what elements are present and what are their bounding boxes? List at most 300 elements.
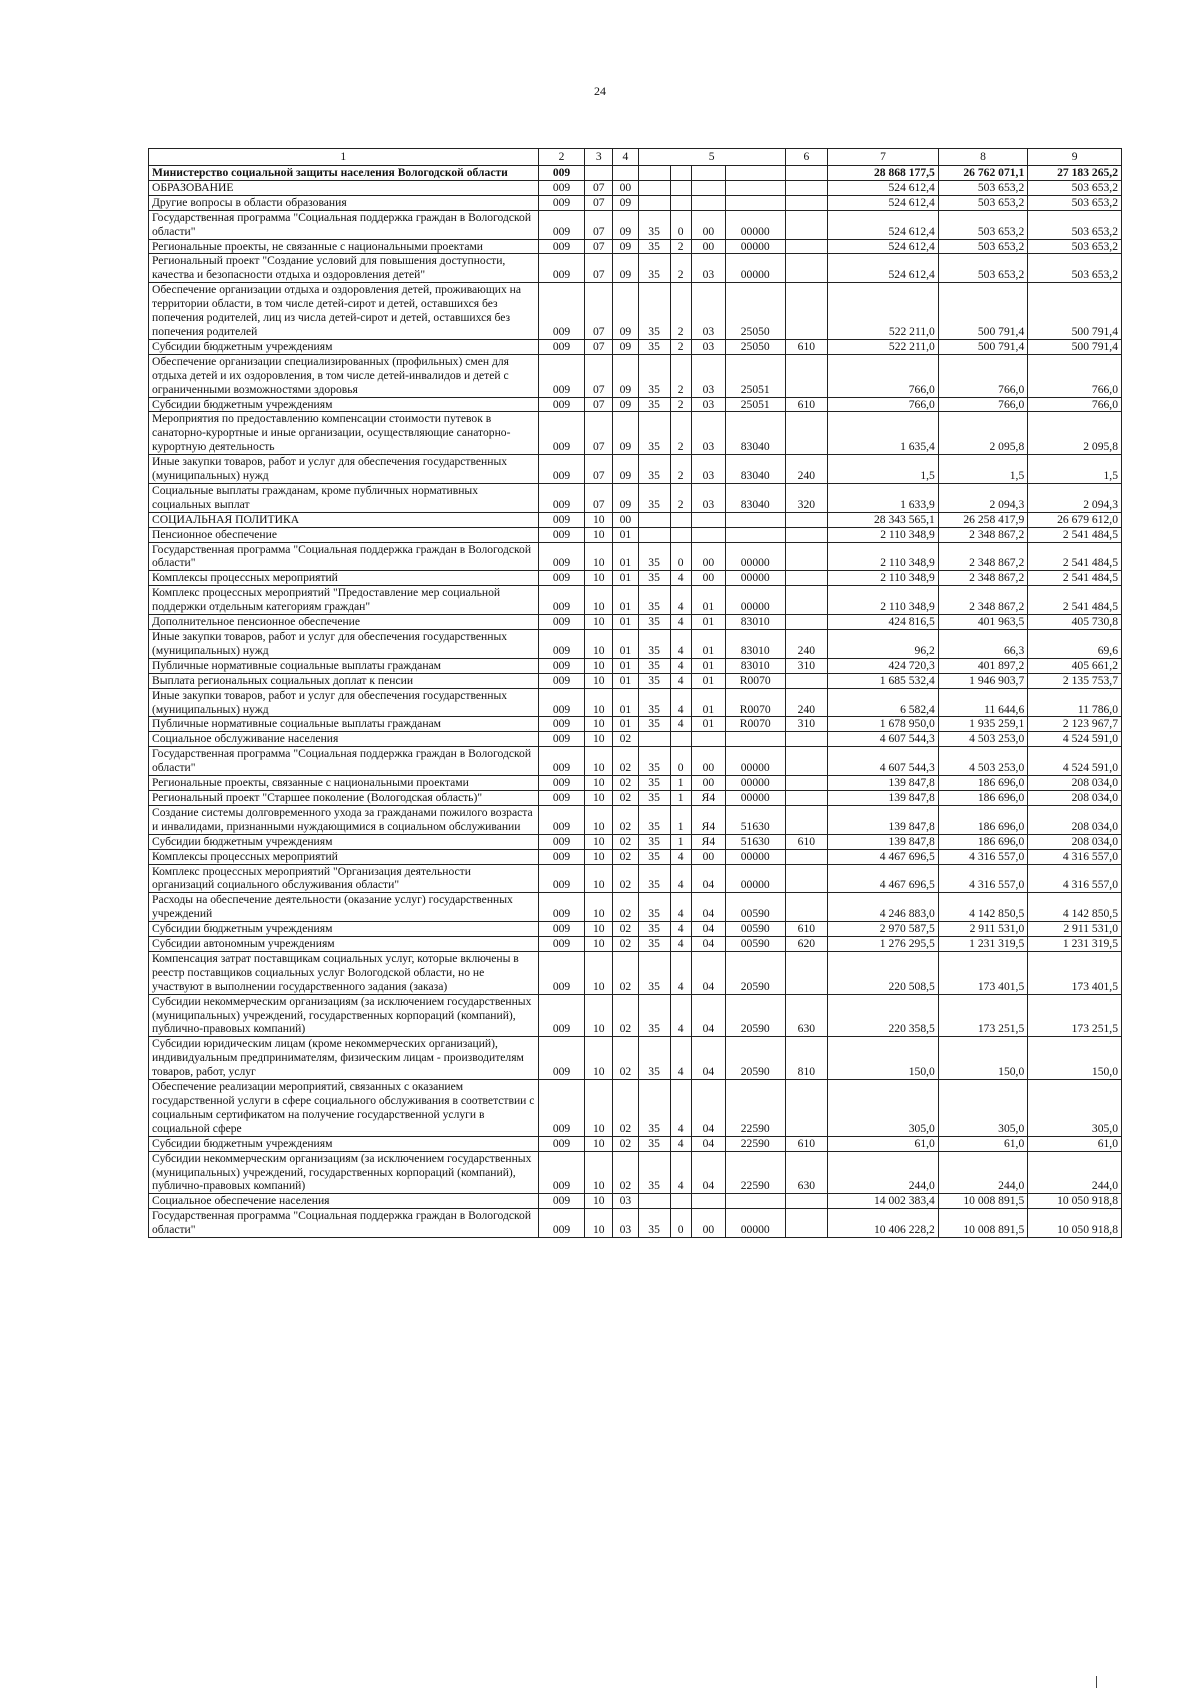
col5-program: 35 — [638, 586, 670, 615]
col6-expense-type: 610 — [785, 339, 828, 354]
col2-code: 009 — [538, 776, 585, 791]
col4-subsection: 09 — [613, 483, 639, 512]
col9-amount: 2 541 484,5 — [1028, 586, 1122, 615]
col5-subprogram: 0 — [670, 1209, 691, 1238]
col2-code: 009 — [538, 397, 585, 412]
col6-expense-type: 610 — [785, 1136, 828, 1151]
col9-amount: 4 316 557,0 — [1028, 849, 1122, 864]
col2-code: 009 — [538, 1209, 585, 1238]
col5-project: 01 — [691, 673, 725, 688]
col7-amount: 139 847,8 — [828, 776, 939, 791]
col6-expense-type: 310 — [785, 658, 828, 673]
col9-amount: 766,0 — [1028, 354, 1122, 397]
col3-section: 10 — [585, 717, 613, 732]
col8-amount: 500 791,4 — [938, 339, 1027, 354]
col2-code: 009 — [538, 195, 585, 210]
col9-amount: 4 524 591,0 — [1028, 732, 1122, 747]
table-row — [149, 586, 1122, 615]
table-row — [149, 864, 1122, 893]
col5-subprogram — [670, 732, 691, 747]
col6-expense-type — [785, 586, 828, 615]
scan-mark — [1096, 1676, 1097, 1688]
budget-table — [148, 148, 1122, 1238]
col9-amount: 766,0 — [1028, 397, 1122, 412]
col8-amount: 503 653,2 — [938, 195, 1027, 210]
col5-item: 00000 — [725, 790, 785, 805]
row-name: ОБРАЗОВАНИЕ — [149, 180, 539, 195]
col2-code: 009 — [538, 951, 585, 994]
col3-section: 10 — [585, 805, 613, 834]
col5-program: 35 — [638, 1209, 670, 1238]
col6-expense-type — [785, 180, 828, 195]
row-name: Социальное обеспечение населения — [149, 1194, 539, 1209]
table-row — [149, 1194, 1122, 1209]
col2-code: 009 — [538, 1151, 585, 1194]
col8-amount: 766,0 — [938, 397, 1027, 412]
col5-program: 35 — [638, 805, 670, 834]
col5-program: 35 — [638, 658, 670, 673]
col7-amount: 524 612,4 — [828, 239, 939, 254]
col4-subsection: 02 — [613, 1136, 639, 1151]
col9-amount: 2 123 967,7 — [1028, 717, 1122, 732]
col7-amount: 305,0 — [828, 1080, 939, 1137]
col5-project: 03 — [691, 412, 725, 455]
table-row — [149, 542, 1122, 571]
col5-subprogram: 1 — [670, 834, 691, 849]
col7-amount: 4 246 883,0 — [828, 893, 939, 922]
col6-expense-type: 610 — [785, 922, 828, 937]
col9-amount: 2 911 531,0 — [1028, 922, 1122, 937]
col6-expense-type — [785, 615, 828, 630]
col4-subsection: 02 — [613, 732, 639, 747]
col6-expense-type — [785, 512, 828, 527]
col5-program: 35 — [638, 412, 670, 455]
row-name: Комплексы процессных мероприятий — [149, 571, 539, 586]
col5-item — [725, 180, 785, 195]
table-row — [149, 283, 1122, 340]
col4-subsection: 09 — [613, 455, 639, 484]
col4-subsection: 01 — [613, 571, 639, 586]
col8-amount: 26 762 071,1 — [938, 166, 1027, 181]
row-name: Комплекс процессных мероприятий "Организация деятельности организаций социального обслуживания области" — [149, 864, 539, 893]
col5-subprogram: 4 — [670, 1080, 691, 1137]
row-name: Создание системы долговременного ухода за гражданами пожилого возраста и инвалидами, признанными нуждающимися в социальном обслуживании — [149, 805, 539, 834]
col5-subprogram: 4 — [670, 658, 691, 673]
col5-project: Я4 — [691, 790, 725, 805]
col8-amount: 2 348 867,2 — [938, 586, 1027, 615]
col5-item: 00000 — [725, 254, 785, 283]
col5-project — [691, 166, 725, 181]
col5-subprogram: 4 — [670, 586, 691, 615]
col3-section: 10 — [585, 1209, 613, 1238]
col4-subsection: 02 — [613, 994, 639, 1037]
col5-item — [725, 166, 785, 181]
col5-program: 35 — [638, 776, 670, 791]
row-name: Пенсионное обеспечение — [149, 527, 539, 542]
col9-amount: 10 050 918,8 — [1028, 1194, 1122, 1209]
col6-expense-type: 630 — [785, 1151, 828, 1194]
col6-expense-type — [785, 747, 828, 776]
col2-code: 009 — [538, 483, 585, 512]
col4-subsection: 09 — [613, 283, 639, 340]
col7-amount: 14 002 383,4 — [828, 1194, 939, 1209]
table-row — [149, 937, 1122, 952]
row-name: Дополнительное пенсионное обеспечение — [149, 615, 539, 630]
col5-subprogram: 4 — [670, 630, 691, 659]
col5-subprogram: 0 — [670, 747, 691, 776]
col4-subsection: 02 — [613, 922, 639, 937]
col5-project: 01 — [691, 586, 725, 615]
col5-program: 35 — [638, 864, 670, 893]
col6-expense-type: 320 — [785, 483, 828, 512]
table-row — [149, 922, 1122, 937]
col4-subsection: 01 — [613, 658, 639, 673]
col9-amount: 4 524 591,0 — [1028, 747, 1122, 776]
col5-subprogram — [670, 166, 691, 181]
col5-subprogram: 4 — [670, 1136, 691, 1151]
col5-program: 35 — [638, 673, 670, 688]
col7-amount: 10 406 228,2 — [828, 1209, 939, 1238]
col3-section: 07 — [585, 339, 613, 354]
col2-code: 009 — [538, 339, 585, 354]
table-row — [149, 893, 1122, 922]
col3-section: 10 — [585, 1037, 613, 1080]
col4-subsection: 01 — [613, 586, 639, 615]
col5-program: 35 — [638, 455, 670, 484]
col5-item: 00000 — [725, 849, 785, 864]
col5-project: 00 — [691, 571, 725, 586]
table-row — [149, 239, 1122, 254]
col5-program: 35 — [638, 994, 670, 1037]
col5-project: 03 — [691, 283, 725, 340]
col5-subprogram: 1 — [670, 790, 691, 805]
col7-amount: 139 847,8 — [828, 805, 939, 834]
col3-section: 10 — [585, 732, 613, 747]
col4-subsection: 01 — [613, 688, 639, 717]
col6-expense-type: 610 — [785, 397, 828, 412]
col6-expense-type — [785, 210, 828, 239]
row-name: Обеспечение организации отдыха и оздоровления детей, проживающих на территории области, в том числе детей-сирот и детей, оставшихся без попечения родителей, лиц из числа детей-сирот и детей, оставшихся без попечения родителей — [149, 283, 539, 340]
col9-amount: 11 786,0 — [1028, 688, 1122, 717]
col5-subprogram: 4 — [670, 937, 691, 952]
col6-expense-type — [785, 166, 828, 181]
col2-code: 009 — [538, 586, 585, 615]
col5-project: 01 — [691, 688, 725, 717]
row-name: Субсидии некоммерческим организациям (за исключением государственных (муниципальных) учреждений, государственных корпораций (компаний), публично-правовых компаний) — [149, 1151, 539, 1194]
col3-section: 07 — [585, 283, 613, 340]
table-row — [149, 732, 1122, 747]
col9-amount: 10 050 918,8 — [1028, 1209, 1122, 1238]
table-row — [149, 776, 1122, 791]
col9-amount: 2 094,3 — [1028, 483, 1122, 512]
col6-expense-type — [785, 1080, 828, 1137]
col4-subsection: 03 — [613, 1209, 639, 1238]
col2-code: 009 — [538, 512, 585, 527]
col2-code: 009 — [538, 747, 585, 776]
row-name: Публичные нормативные социальные выплаты гражданам — [149, 658, 539, 673]
row-name: Государственная программа "Социальная поддержка граждан в Вологодской области" — [149, 747, 539, 776]
col3-section: 10 — [585, 790, 613, 805]
col8-amount: 173 401,5 — [938, 951, 1027, 994]
row-name: Субсидии бюджетным учреждениям — [149, 834, 539, 849]
col-header-3: 3 — [585, 149, 613, 166]
col6-expense-type — [785, 1194, 828, 1209]
col5-item: 22590 — [725, 1080, 785, 1137]
col3-section: 10 — [585, 864, 613, 893]
col3-section: 10 — [585, 586, 613, 615]
row-name: Обеспечение реализации мероприятий, связанных с оказанием государственной услуги в сфере социального обслуживания в соответствии с социальным сертификатом на получение государственной услуги в социальной сфере — [149, 1080, 539, 1137]
col3-section: 07 — [585, 397, 613, 412]
table-row — [149, 688, 1122, 717]
col3-section: 07 — [585, 195, 613, 210]
col2-code: 009 — [538, 630, 585, 659]
col5-project: 03 — [691, 455, 725, 484]
col5-item: 00000 — [725, 210, 785, 239]
row-name: Иные закупки товаров, работ и услуг для обеспечения государственных (муниципальных) нужд — [149, 455, 539, 484]
table-row — [149, 254, 1122, 283]
col5-item: 83040 — [725, 483, 785, 512]
col5-item: 51630 — [725, 805, 785, 834]
col8-amount: 2 911 531,0 — [938, 922, 1027, 937]
col5-project: 04 — [691, 893, 725, 922]
col7-amount: 424 720,3 — [828, 658, 939, 673]
col5-project — [691, 732, 725, 747]
col6-expense-type: 240 — [785, 455, 828, 484]
col9-amount: 500 791,4 — [1028, 283, 1122, 340]
col4-subsection: 00 — [613, 180, 639, 195]
col5-item — [725, 195, 785, 210]
col5-program: 35 — [638, 937, 670, 952]
col3-section: 07 — [585, 412, 613, 455]
col5-project: 04 — [691, 994, 725, 1037]
col4-subsection: 01 — [613, 527, 639, 542]
col5-item: 22590 — [725, 1151, 785, 1194]
col5-subprogram: 4 — [670, 717, 691, 732]
col8-amount: 2 348 867,2 — [938, 527, 1027, 542]
col9-amount: 208 034,0 — [1028, 834, 1122, 849]
col5-program — [638, 527, 670, 542]
table-row — [149, 195, 1122, 210]
col5-program — [638, 512, 670, 527]
col5-project: 04 — [691, 1136, 725, 1151]
table-row — [149, 339, 1122, 354]
col6-expense-type: 810 — [785, 1037, 828, 1080]
col5-project: 03 — [691, 483, 725, 512]
row-name: Мероприятия по предоставлению компенсации стоимости путевок в санаторно-курортные и иные организации, осуществляющие санаторно-курортную деятельность — [149, 412, 539, 455]
col9-amount: 69,6 — [1028, 630, 1122, 659]
col6-expense-type — [785, 673, 828, 688]
col6-expense-type: 240 — [785, 630, 828, 659]
col7-amount: 524 612,4 — [828, 210, 939, 239]
col9-amount: 503 653,2 — [1028, 195, 1122, 210]
col5-subprogram: 4 — [670, 673, 691, 688]
col5-subprogram: 2 — [670, 283, 691, 340]
row-name: СОЦИАЛЬНАЯ ПОЛИТИКА — [149, 512, 539, 527]
col5-subprogram: 4 — [670, 1151, 691, 1194]
column-numbers-row — [149, 149, 1122, 166]
col-header-4: 4 — [613, 149, 639, 166]
table-row — [149, 354, 1122, 397]
col3-section: 07 — [585, 455, 613, 484]
col5-program: 35 — [638, 717, 670, 732]
col7-amount: 4 607 544,3 — [828, 732, 939, 747]
col6-expense-type — [785, 864, 828, 893]
col7-amount: 2 970 587,5 — [828, 922, 939, 937]
col5-program: 35 — [638, 571, 670, 586]
col3-section: 10 — [585, 542, 613, 571]
col-header-5: 5 — [638, 149, 785, 166]
col4-subsection: 01 — [613, 542, 639, 571]
col6-expense-type: 630 — [785, 994, 828, 1037]
col9-amount: 4 316 557,0 — [1028, 864, 1122, 893]
row-name: Региональный проект "Старшее поколение (Вологодская область)" — [149, 790, 539, 805]
col-header-1: 1 — [149, 149, 539, 166]
col2-code: 009 — [538, 658, 585, 673]
col5-subprogram: 2 — [670, 397, 691, 412]
col8-amount: 401 897,2 — [938, 658, 1027, 673]
col8-amount: 244,0 — [938, 1151, 1027, 1194]
col4-subsection: 09 — [613, 210, 639, 239]
col5-program: 35 — [638, 254, 670, 283]
col7-amount: 139 847,8 — [828, 790, 939, 805]
col5-program: 35 — [638, 397, 670, 412]
col7-amount: 220 358,5 — [828, 994, 939, 1037]
col5-subprogram: 4 — [670, 951, 691, 994]
table-row — [149, 994, 1122, 1037]
col5-project — [691, 1194, 725, 1209]
col7-amount: 522 211,0 — [828, 339, 939, 354]
row-name: Государственная программа "Социальная поддержка граждан в Вологодской области" — [149, 1209, 539, 1238]
col5-program: 35 — [638, 747, 670, 776]
col4-subsection: 01 — [613, 673, 639, 688]
col4-subsection: 02 — [613, 937, 639, 952]
col7-amount: 4 467 696,5 — [828, 864, 939, 893]
col4-subsection: 02 — [613, 864, 639, 893]
col7-amount: 522 211,0 — [828, 283, 939, 340]
col9-amount: 1,5 — [1028, 455, 1122, 484]
row-name: Комплексы процессных мероприятий — [149, 849, 539, 864]
col5-project: 00 — [691, 542, 725, 571]
col5-item: 25050 — [725, 283, 785, 340]
col5-program: 35 — [638, 615, 670, 630]
col5-project — [691, 195, 725, 210]
col7-amount: 2 110 348,9 — [828, 527, 939, 542]
col2-code: 009 — [538, 210, 585, 239]
col8-amount: 401 963,5 — [938, 615, 1027, 630]
col4-subsection: 01 — [613, 615, 639, 630]
col2-code: 009 — [538, 732, 585, 747]
col4-subsection: 02 — [613, 1037, 639, 1080]
col5-program: 35 — [638, 483, 670, 512]
col2-code: 009 — [538, 864, 585, 893]
col6-expense-type — [785, 527, 828, 542]
col7-amount: 28 868 177,5 — [828, 166, 939, 181]
col4-subsection: 02 — [613, 849, 639, 864]
row-name: Расходы на обеспечение деятельности (оказание услуг) государственных учреждений — [149, 893, 539, 922]
col4-subsection: 02 — [613, 776, 639, 791]
col6-expense-type — [785, 893, 828, 922]
col6-expense-type — [785, 283, 828, 340]
table-row — [149, 615, 1122, 630]
col2-code: 009 — [538, 1080, 585, 1137]
col9-amount: 2 541 484,5 — [1028, 571, 1122, 586]
col4-subsection: 09 — [613, 354, 639, 397]
row-name: Министерство социальной защиты населения Вологодской области — [149, 166, 539, 181]
col5-project: 04 — [691, 1151, 725, 1194]
col6-expense-type — [785, 354, 828, 397]
col8-amount: 503 653,2 — [938, 210, 1027, 239]
table-row — [149, 717, 1122, 732]
col4-subsection: 02 — [613, 1080, 639, 1137]
col2-code: 009 — [538, 166, 585, 181]
col3-section: 10 — [585, 937, 613, 952]
col5-subprogram: 1 — [670, 805, 691, 834]
col5-program: 35 — [638, 239, 670, 254]
col2-code: 009 — [538, 790, 585, 805]
col5-subprogram — [670, 527, 691, 542]
col2-code: 009 — [538, 412, 585, 455]
col8-amount: 305,0 — [938, 1080, 1027, 1137]
row-name: Субсидии бюджетным учреждениям — [149, 339, 539, 354]
col5-subprogram: 2 — [670, 239, 691, 254]
col5-program: 35 — [638, 951, 670, 994]
col3-section: 07 — [585, 239, 613, 254]
table-row — [149, 1209, 1122, 1238]
col5-item: 00000 — [725, 239, 785, 254]
col5-item: 25050 — [725, 339, 785, 354]
col8-amount: 4 503 253,0 — [938, 747, 1027, 776]
table-row — [149, 673, 1122, 688]
col9-amount: 4 142 850,5 — [1028, 893, 1122, 922]
col5-item: 00590 — [725, 922, 785, 937]
col3-section: 10 — [585, 688, 613, 717]
col5-item — [725, 512, 785, 527]
col5-program: 35 — [638, 1136, 670, 1151]
col8-amount: 1 946 903,7 — [938, 673, 1027, 688]
col8-amount: 66,3 — [938, 630, 1027, 659]
col5-program — [638, 195, 670, 210]
col2-code: 009 — [538, 571, 585, 586]
col5-project — [691, 512, 725, 527]
col5-program — [638, 166, 670, 181]
col5-subprogram: 0 — [670, 542, 691, 571]
col5-subprogram: 4 — [670, 1037, 691, 1080]
col5-program: 35 — [638, 922, 670, 937]
col8-amount: 186 696,0 — [938, 776, 1027, 791]
col3-section: 10 — [585, 776, 613, 791]
col9-amount: 500 791,4 — [1028, 339, 1122, 354]
table-row — [149, 210, 1122, 239]
col5-item: R0070 — [725, 673, 785, 688]
col9-amount: 208 034,0 — [1028, 790, 1122, 805]
col5-item: 83040 — [725, 455, 785, 484]
col4-subsection: 02 — [613, 805, 639, 834]
col2-code: 009 — [538, 994, 585, 1037]
col5-item: 20590 — [725, 1037, 785, 1080]
col7-amount: 1 685 532,4 — [828, 673, 939, 688]
col9-amount: 503 653,2 — [1028, 254, 1122, 283]
col-header-6: 6 — [785, 149, 828, 166]
col8-amount: 150,0 — [938, 1037, 1027, 1080]
col6-expense-type — [785, 254, 828, 283]
col2-code: 009 — [538, 527, 585, 542]
col9-amount: 405 730,8 — [1028, 615, 1122, 630]
row-name: Социальное обслуживание населения — [149, 732, 539, 747]
col5-project: 04 — [691, 937, 725, 952]
col5-project: Я4 — [691, 834, 725, 849]
col4-subsection: 02 — [613, 1151, 639, 1194]
col5-project: 00 — [691, 1209, 725, 1238]
